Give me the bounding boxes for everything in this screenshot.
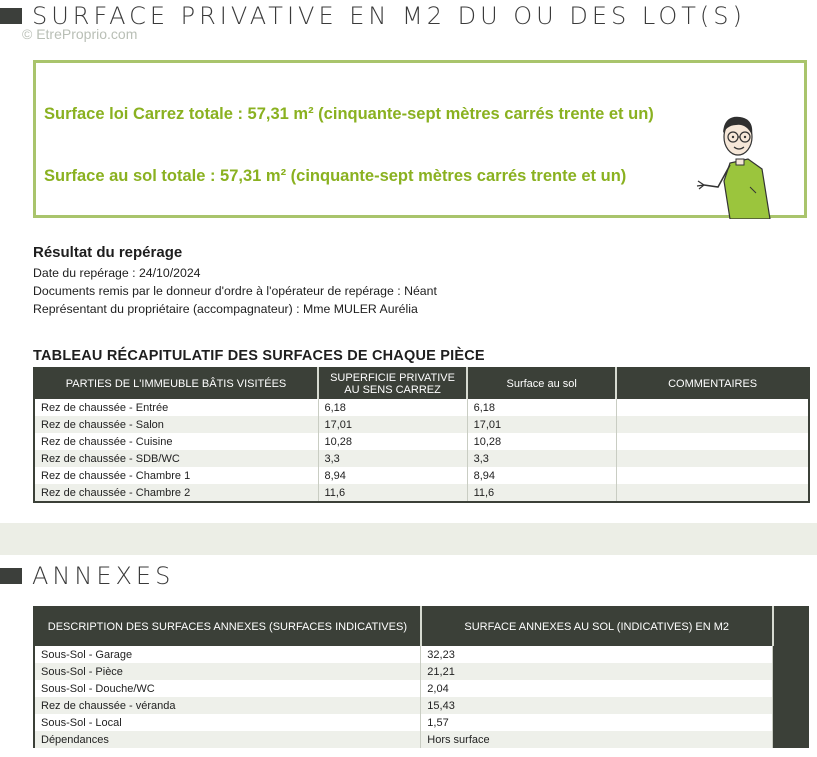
table-header-row — [34, 368, 809, 399]
rooms-table-title: TABLEAU RÉCAPITULATIF DES SURFACES DE CHAQUE PIÈCE — [33, 348, 485, 364]
section-title-annexes — [0, 562, 174, 590]
room-sol: 3,3 — [467, 450, 616, 467]
header-sol: Surface au sol — [467, 368, 616, 399]
section-divider — [0, 523, 817, 555]
room-name: Rez de chaussée - Salon — [34, 416, 318, 433]
room-carrez: 8,94 — [318, 467, 467, 484]
summary-box — [33, 60, 807, 218]
annex-surface: 21,21 — [421, 663, 773, 680]
header-annex-description: DESCRIPTION DES SURFACES ANNEXES (SURFACES INDICATIVES) — [34, 607, 421, 646]
room-carrez: 10,28 — [318, 433, 467, 450]
room-carrez: 17,01 — [318, 416, 467, 433]
annex-spacer — [773, 731, 808, 748]
result-documents: Documents remis par le donneur d'ordre à l'opérateur de repérage : Néant — [33, 284, 437, 298]
annex-name: Sous-Sol - Douche/WC — [34, 680, 421, 697]
watermark: © EtreProprio.com — [22, 26, 138, 42]
room-comment — [616, 399, 809, 416]
table-row — [34, 399, 809, 416]
room-name: Rez de chaussée - Entrée — [34, 399, 318, 416]
result-date: Date du repérage : 24/10/2024 — [33, 266, 201, 280]
header-annex-surface: SURFACE ANNEXES AU SOL (INDICATIVES) EN M2 — [421, 607, 773, 646]
room-comment — [616, 416, 809, 433]
annex-name: Dépendances — [34, 731, 421, 748]
room-comment — [616, 467, 809, 484]
table-row — [34, 433, 809, 450]
annex-surface: Hors surface — [421, 731, 773, 748]
table-header-row — [34, 607, 808, 646]
table-row — [34, 467, 809, 484]
room-sol: 6,18 — [467, 399, 616, 416]
header-carrez: SUPERFICIE PRIVATIVE AU SENS CARREZ — [318, 368, 467, 399]
table-row — [34, 416, 809, 433]
annex-name: Sous-Sol - Pièce — [34, 663, 421, 680]
room-carrez: 11,6 — [318, 484, 467, 502]
annex-spacer — [773, 680, 808, 697]
annexes-title: ANNEXES — [32, 562, 175, 590]
carrez-total: Surface loi Carrez totale : 57,31 m² (cinquante-sept mètres carrés trente et un) — [44, 105, 654, 123]
room-carrez: 3,3 — [318, 450, 467, 467]
result-representative: Représentant du propriétaire (accompagnateur) : Mme MULER Aurélia — [33, 302, 418, 316]
header-comments: COMMENTAIRES — [616, 368, 809, 399]
annex-spacer — [773, 714, 808, 731]
annex-surface: 15,43 — [421, 697, 773, 714]
result-title: Résultat du repérage — [33, 244, 183, 261]
table-row — [34, 680, 808, 697]
annex-surface: 1,57 — [421, 714, 773, 731]
room-sol: 11,6 — [467, 484, 616, 502]
room-sol: 10,28 — [467, 433, 616, 450]
table-row — [34, 697, 808, 714]
annex-name: Rez de chaussée - véranda — [34, 697, 421, 714]
room-name: Rez de chaussée - Chambre 2 — [34, 484, 318, 502]
header-annex-spacer — [773, 607, 808, 646]
section-marker — [0, 8, 22, 24]
annex-spacer — [773, 663, 808, 680]
annex-surface: 32,23 — [421, 646, 773, 663]
room-carrez: 6,18 — [318, 399, 467, 416]
page-title: SURFACE PRIVATIVE EN M2 DU OU DES LOT(S) — [32, 2, 746, 30]
header-parties: PARTIES DE L'IMMEUBLE BÂTIS VISITÉES — [34, 368, 318, 399]
room-comment — [616, 484, 809, 502]
table-row — [34, 450, 809, 467]
table-row — [34, 714, 808, 731]
annex-surface: 2,04 — [421, 680, 773, 697]
room-comment — [616, 433, 809, 450]
rooms-table — [33, 367, 810, 503]
room-comment — [616, 450, 809, 467]
room-name: Rez de chaussée - SDB/WC — [34, 450, 318, 467]
room-name: Rez de chaussée - Chambre 1 — [34, 467, 318, 484]
annex-spacer — [773, 697, 808, 714]
table-row — [34, 731, 808, 748]
room-sol: 17,01 — [467, 416, 616, 433]
room-name: Rez de chaussée - Cuisine — [34, 433, 318, 450]
annex-name: Sous-Sol - Garage — [34, 646, 421, 663]
character-illustration — [690, 107, 780, 219]
annex-name: Sous-Sol - Local — [34, 714, 421, 731]
annex-spacer — [773, 646, 808, 663]
room-sol: 8,94 — [467, 467, 616, 484]
table-row — [34, 484, 809, 502]
annexes-table — [33, 606, 809, 748]
section-marker — [0, 568, 22, 584]
result-section — [33, 244, 437, 318]
table-row — [34, 646, 808, 663]
sol-total: Surface au sol totale : 57,31 m² (cinquante-sept mètres carrés trente et un) — [44, 167, 627, 185]
table-row — [34, 663, 808, 680]
